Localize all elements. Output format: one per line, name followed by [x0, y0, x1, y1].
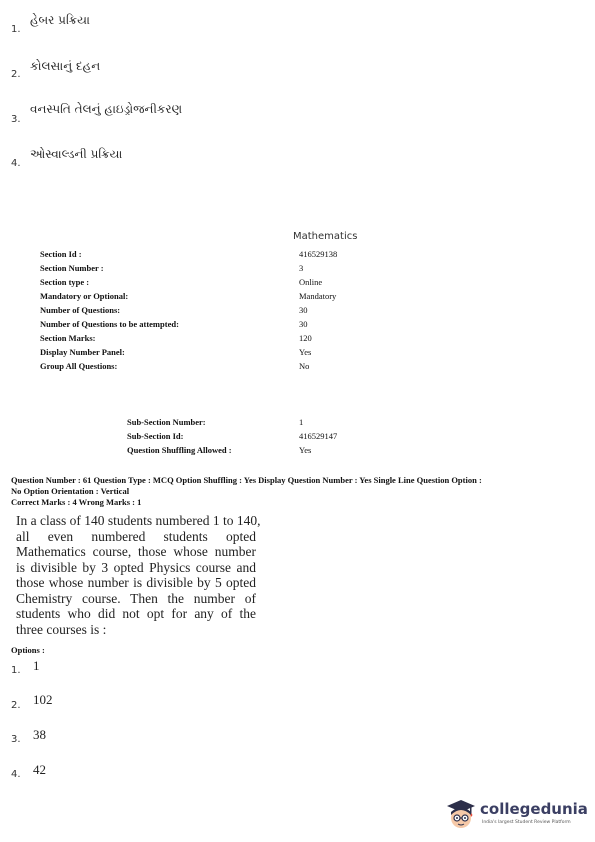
question-text-line: In a class of 140 students numbered 1 to 140,: [16, 513, 261, 528]
subsection-field-value: 416529147: [299, 431, 338, 441]
section-field-value: 416529138: [299, 249, 338, 259]
question-text-line: students who did not opt for any of the: [16, 606, 256, 621]
section-field-label: Number of Questions:: [40, 305, 121, 315]
question-text-line: is divisible by 3 opted Physics course and: [16, 559, 256, 575]
subsection-field-value: Yes: [299, 445, 312, 455]
brand-tagline: India's largest Student Review Platform: [482, 820, 571, 825]
question-meta-line: No Option Orientation : Vertical: [11, 486, 130, 496]
option-number: 2.: [11, 700, 21, 711]
subsection-field-label: Sub-Section Id:: [127, 431, 184, 441]
options-label: Options :: [11, 645, 45, 655]
question-text: [16, 513, 261, 637]
section-field-label: Section Id :: [40, 249, 82, 259]
section-field-value: 3: [299, 263, 304, 273]
section-field-label: Number of Questions to be attempted:: [40, 319, 179, 329]
prev-option-text: કોલસાનું દહન: [30, 59, 101, 73]
option-text: 1: [33, 658, 40, 673]
section-field-value: No: [299, 361, 310, 371]
prev-option-text: ઓસ્વાલ્ડની પ્રક્રિયા: [30, 147, 123, 161]
prev-option-text: વનસ્પતિ તેલનું હાઇડ્રોજનીકરણ: [30, 102, 183, 116]
prev-option-number: 1.: [11, 24, 21, 35]
option-text: 102: [33, 692, 53, 707]
option-text: 42: [33, 762, 46, 777]
section-field-label: Group All Questions:: [40, 361, 118, 371]
question-meta: [11, 475, 586, 508]
question-text-line: Chemistry course. Then the number of: [16, 590, 256, 606]
option-number: 1.: [11, 665, 21, 676]
question-meta-line: Question Number : 61 Question Type : MCQ Option Shuffling : Yes Display Question Number : Yes Single Line Question Option :: [11, 475, 482, 485]
section-field-value: Online: [299, 277, 323, 287]
option-number: 4.: [11, 769, 21, 780]
section-field-value: 30: [299, 319, 308, 329]
question-text-line: those whose number is divisible by 5 opted: [16, 575, 256, 590]
section-field-value: Mandatory: [299, 291, 337, 301]
subsection-field-value: 1: [299, 417, 304, 427]
mascot-icon: [443, 795, 479, 831]
option-number: 3.: [11, 734, 21, 745]
prev-option-text: હેબર પ્રક્રિયા: [30, 13, 90, 27]
subsection-field-label: Sub-Section Number:: [127, 417, 206, 427]
question-text-line: three courses is :: [16, 621, 107, 637]
question-marks: Correct Marks : 4 Wrong Marks : 1: [11, 497, 142, 507]
section-field-value: Yes: [299, 347, 312, 357]
section-field-label: Section Number :: [40, 263, 104, 273]
prev-option-number: 4.: [11, 158, 21, 169]
subsection-field-label: Question Shuffling Allowed :: [127, 445, 232, 455]
section-field-label: Display Number Panel:: [40, 347, 125, 357]
prev-option-number: 3.: [11, 114, 21, 125]
section-field-value: 120: [299, 333, 312, 343]
section-field-label: Mandatory or Optional:: [40, 291, 129, 301]
brand-logo: [443, 795, 588, 831]
option-text: 38: [33, 727, 46, 742]
brand-name: collegedunia: [480, 800, 588, 818]
section-field-label: Section Marks:: [40, 333, 96, 343]
section-field-value: 30: [299, 305, 308, 315]
section-title: Mathematics: [293, 231, 358, 242]
prev-option-number: 2.: [11, 69, 21, 80]
section-field-label: Section type :: [40, 277, 90, 287]
question-text-line: Mathematics course, those whose number: [16, 544, 256, 559]
question-text-line: all even numbered students opted: [16, 528, 256, 544]
